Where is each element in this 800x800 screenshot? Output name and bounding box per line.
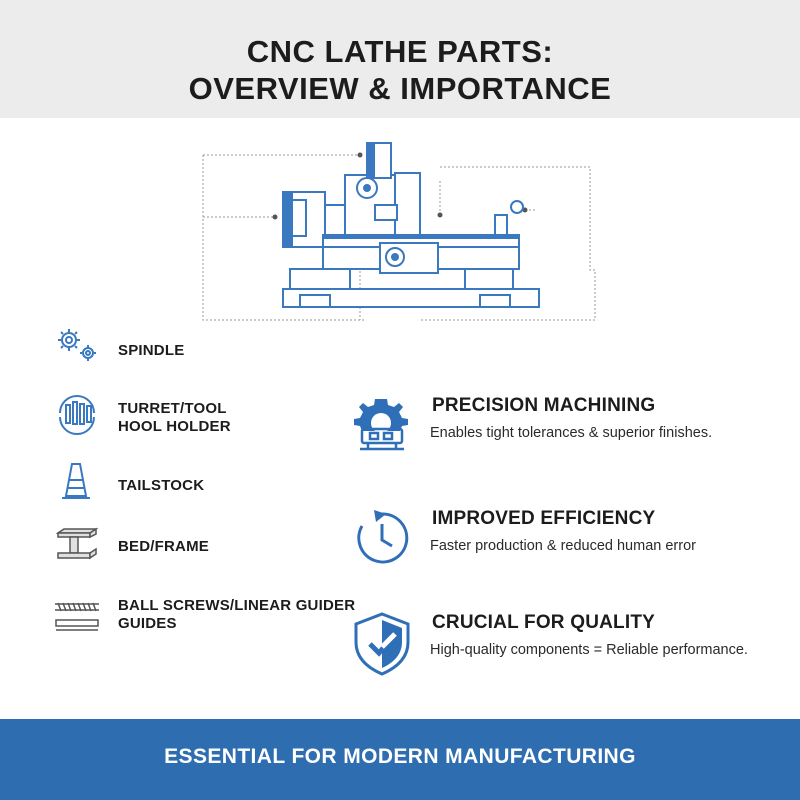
footer-banner	[0, 719, 800, 800]
cnc-lathe-diagram	[195, 135, 605, 325]
benefit-title: CRUCIAL FOR QUALITY	[432, 612, 655, 633]
part-label-line-2: GUIDES	[118, 615, 177, 632]
benefit-quality	[352, 612, 792, 682]
title-line-1: CNC LATHE PARTS:	[246, 34, 554, 69]
footer-text: ESSENTIAL FOR MODERN MANUFACTURING	[164, 745, 636, 768]
tailstock-cone-icon	[52, 460, 102, 500]
gear-machine-icon	[352, 395, 412, 459]
benefit-description: High-quality components = Reliable performance.	[430, 642, 748, 658]
part-label-line-1: TAILSTOCK	[118, 477, 205, 494]
part-label-line-1: TURRET/TOOL	[118, 400, 227, 417]
i-beam-icon	[52, 525, 102, 565]
gears-icon	[52, 325, 102, 365]
part-label	[118, 400, 231, 436]
part-label	[118, 477, 204, 495]
benefit-title: PRECISION MACHINING	[432, 395, 656, 416]
part-label	[118, 342, 184, 360]
part-label-line-1: BALL SCREWS/LINEAR GUIDER	[118, 597, 356, 614]
header-banner	[0, 0, 800, 118]
ball-screw-icon	[52, 594, 102, 634]
title-line-2: OVERVIEW & IMPORTANCE	[188, 71, 612, 106]
part-label-line-1: SPINDLE	[118, 342, 185, 359]
part-label	[118, 597, 355, 633]
part-label-line-1: BED/FRAME	[118, 538, 209, 555]
page-title	[0, 0, 800, 107]
part-label-line-2: HOOL HOLDER	[118, 418, 231, 435]
cnc-lathe-machine-icon	[195, 135, 605, 325]
shield-check-icon	[352, 612, 412, 676]
benefit-efficiency	[352, 508, 792, 578]
benefit-description: Faster production & reduced human error	[430, 538, 696, 554]
benefit-precision	[352, 395, 792, 465]
clock-cycle-icon	[352, 508, 412, 572]
part-label	[118, 538, 209, 556]
benefit-description: Enables tight tolerances & superior finishes.	[430, 425, 713, 441]
benefit-title: IMPROVED EFFICIENCY	[432, 508, 656, 529]
turret-tools-icon	[52, 393, 102, 433]
